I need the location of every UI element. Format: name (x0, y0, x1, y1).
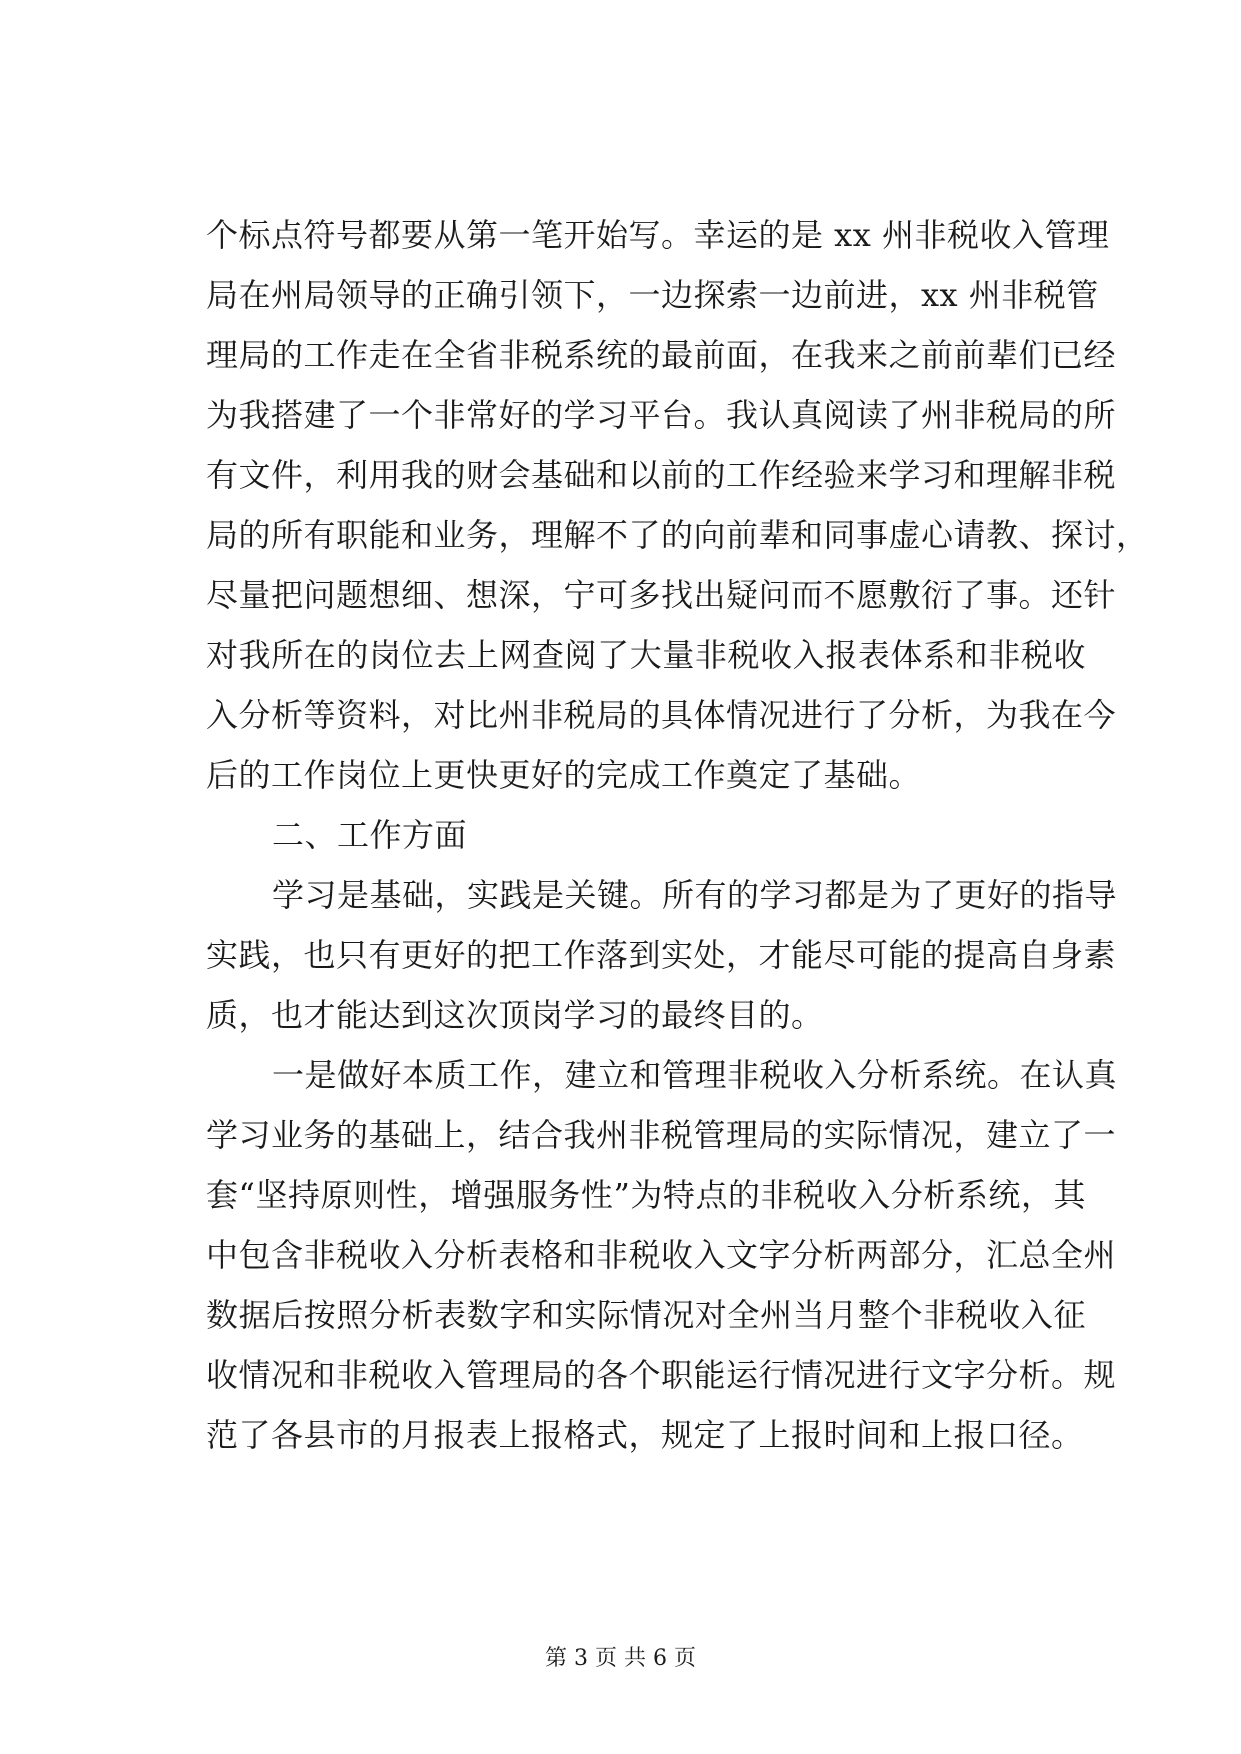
text-line: 一是做好本质工作，建立和管理非税收入分析系统。在认真 (272, 1056, 1118, 1094)
paragraph (206, 865, 1118, 1045)
text-line: 学习是基础，实践是关键。所有的学习都是为了更好的指导 (272, 876, 1118, 914)
paragraph-continued (206, 205, 1149, 805)
text-line: 后的工作岗位上更快更好的完成工作奠定了基础。 (206, 756, 922, 794)
page-number-footer: 第 3 页 共 6 页 (545, 1646, 696, 1671)
text-line: 数据后按照分析表数字和实际情况对全州当月整个非税收入征 (206, 1296, 1086, 1334)
text-line: 个标点符号都要从第一笔开始写。幸运的是 xx 州非税收入管理 (206, 216, 1110, 254)
text-line: 理局的工作走在全省非税系统的最前面，在我来之前前辈们已经 (206, 336, 1117, 374)
text-line: 范了各县市的月报表上报格式，规定了上报时间和上报口径。 (206, 1416, 1084, 1454)
text-line: 有文件，利用我的财会基础和以前的工作经验来学习和理解非税 (206, 456, 1117, 494)
text-line: 收情况和非税收入管理局的各个职能运行情况进行文字分析。规 (206, 1356, 1117, 1394)
text-line: 对我所在的岗位去上网查阅了大量非税收入报表体系和非税收 (206, 636, 1086, 674)
text-line: 为我搭建了一个非常好的学习平台。我认真阅读了州非税局的所 (206, 396, 1117, 434)
text-line: 入分析等资料，对比州非税局的具体情况进行了分析，为我在今 (206, 696, 1117, 734)
paragraph (206, 1045, 1118, 1465)
text-line: 局在州局领导的正确引领下，一边探索一边前进，xx 州非税管 (206, 276, 1099, 314)
section-heading (206, 805, 1086, 865)
text-line: 学习业务的基础上，结合我州非税管理局的实际情况，建立了一 (206, 1116, 1117, 1154)
text-line: 尽量把问题想细、想深，宁可多找出疑问而不愿敷衍了事。还针 (206, 576, 1117, 614)
document-body (206, 205, 1149, 1465)
text-line: 局的所有职能和业务，理解不了的向前辈和同事虚心请教、探讨， (206, 516, 1149, 554)
text-line: 实践，也只有更好的把工作落到实处，才能尽可能的提高自身素 (206, 936, 1117, 974)
text-line: 套“坚持原则性，增强服务性”为特点的非税收入分析系统，其 (206, 1176, 1086, 1214)
text-line: 中包含非税收入分析表格和非税收入文字分析两部分，汇总全州 (206, 1236, 1117, 1274)
text-line: 质，也才能达到这次顶岗学习的最终目的。 (206, 996, 824, 1034)
section-heading-text: 二、工作方面 (272, 816, 468, 854)
